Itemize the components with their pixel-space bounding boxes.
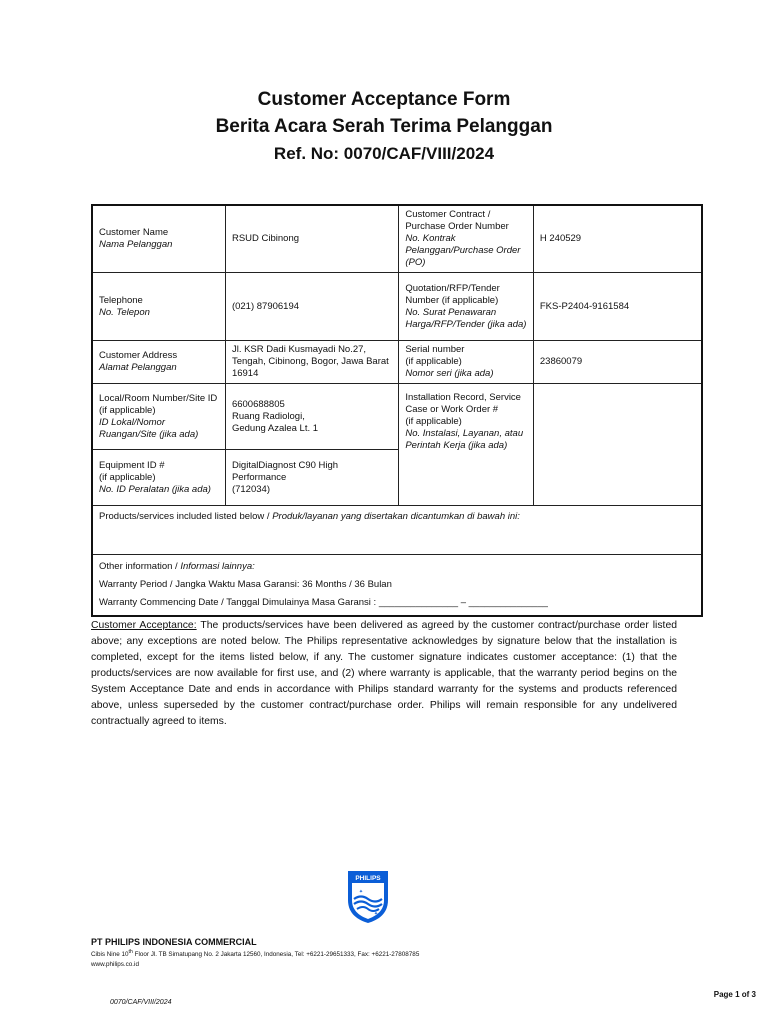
- table-row: [92, 205, 702, 273]
- acceptance-heading: Customer Acceptance:: [91, 620, 197, 631]
- contract-value: H 240529: [533, 205, 702, 273]
- company-website: www.philips.co.id: [91, 961, 139, 969]
- svg-text:✦: ✦: [358, 889, 364, 895]
- table-row: [92, 384, 702, 450]
- customer-name-value: RSUD Cibinong: [225, 205, 398, 273]
- products-services-field: Products/services included listed below / Produk/layanan yang disertakan dicantumkan di bawah ini:: [92, 506, 702, 555]
- footer-reference: 0070/CAF/VIII/2024: [110, 999, 172, 1006]
- other-information-field: Other information / Informasi lainnya: Warranty Period / Jangka Waktu Masa Garansi: 36 Months / 36 Bulan Warranty Commencing Date / Tanggal Dimulainya Masa Garansi : _______________ – _______________: [92, 555, 702, 617]
- quotation-value: FKS-P2404-9161584: [533, 273, 702, 341]
- installation-label: Installation Record, Service Case or Work Order # (if applicable) No. Instalasi, Layanan, atau Perintah Kerja (jika ada): [399, 384, 534, 506]
- customer-info-table: [91, 204, 703, 617]
- table-row: [92, 273, 702, 341]
- reference-number: Ref. No: 0070/CAF/VIII/2024: [273, 144, 495, 163]
- installation-value: [533, 384, 702, 506]
- telephone-label: Telephone No. Telepon: [92, 273, 225, 341]
- title-block: [0, 86, 768, 167]
- equipment-label: Equipment ID # (if applicable) No. ID Peralatan (jika ada): [92, 450, 225, 506]
- footer: [91, 937, 711, 970]
- table-row: [92, 341, 702, 384]
- philips-shield-logo: [345, 868, 391, 924]
- warranty-commencing-date: Warranty Commencing Date / Tanggal Dimulainya Masa Garansi : _______________ – _______________: [99, 597, 548, 608]
- acceptance-body: The products/services have been delivered as agreed by the customer contract/purchase order listed above; any exceptions are noted below. The Philips representative acknowledges by signature below that the installation is completed, except for the items listed below, if any. The customer signature indicates customer acceptance: (1) that the products/services are now available for first use, and (2) where warranty is applicable, that the warranty period begins on the System Acceptance Date and ends in accordance with Philips standard warranty for the systems and products referenced above, unless superseded by the customer contract/purchase order. Philips will remain responsible for any undelivered contractually agreed to items.: [91, 620, 677, 727]
- local-room-value: 6600688805 Ruang Radiologi, Gedung Azalea Lt. 1: [225, 384, 398, 450]
- table-row: [92, 506, 702, 555]
- serial-value: 23860079: [533, 341, 702, 384]
- quotation-label: Quotation/RFP/Tender Number (if applicable) No. Surat Penawaran Harga/RFP/Tender (jika ada): [399, 273, 534, 341]
- form-title-id: Berita Acara Serah Terima Pelanggan: [215, 116, 553, 137]
- logo-text: PHILIPS: [355, 875, 381, 882]
- company-address: Cibis Nine 10th Floor Jl. TB Simatupang No. 2 Jakarta 12560, Indonesia, Tel: +6221-29651333, Fax: +6221-27808785: [91, 949, 420, 959]
- warranty-period: Warranty Period / Jangka Waktu Masa Garansi: 36 Months / 36 Bulan: [99, 579, 392, 590]
- telephone-value: (021) 87906194: [225, 273, 398, 341]
- serial-label: Serial number (if applicable) Nomor seri (jika ada): [399, 341, 534, 384]
- table-row: [92, 555, 702, 617]
- address-label: Customer Address Alamat Pelanggan: [92, 341, 225, 384]
- form-title-en: Customer Acceptance Form: [257, 89, 511, 110]
- customer-name-label: Customer Name Nama Pelanggan: [92, 205, 225, 273]
- contract-label: Customer Contract / Purchase Order Number No. Kontrak Pelanggan/Purchase Order (PO): [399, 205, 534, 273]
- equipment-value: DigitalDiagnost C90 High Performance (712034): [225, 450, 398, 506]
- svg-text:✦: ✦: [373, 911, 379, 917]
- page-number: Page 1 of 3: [713, 990, 756, 999]
- company-name: PT PHILIPS INDONESIA COMMERCIAL: [91, 937, 257, 947]
- address-value: Jl. KSR Dadi Kusmayadi No.27, Tengah, Cibinong, Bogor, Jawa Barat 16914: [225, 341, 398, 384]
- local-room-label: Local/Room Number/Site ID (if applicable) ID Lokal/Nomor Ruangan/Site (jika ada): [92, 384, 225, 450]
- customer-acceptance-text: [91, 618, 677, 730]
